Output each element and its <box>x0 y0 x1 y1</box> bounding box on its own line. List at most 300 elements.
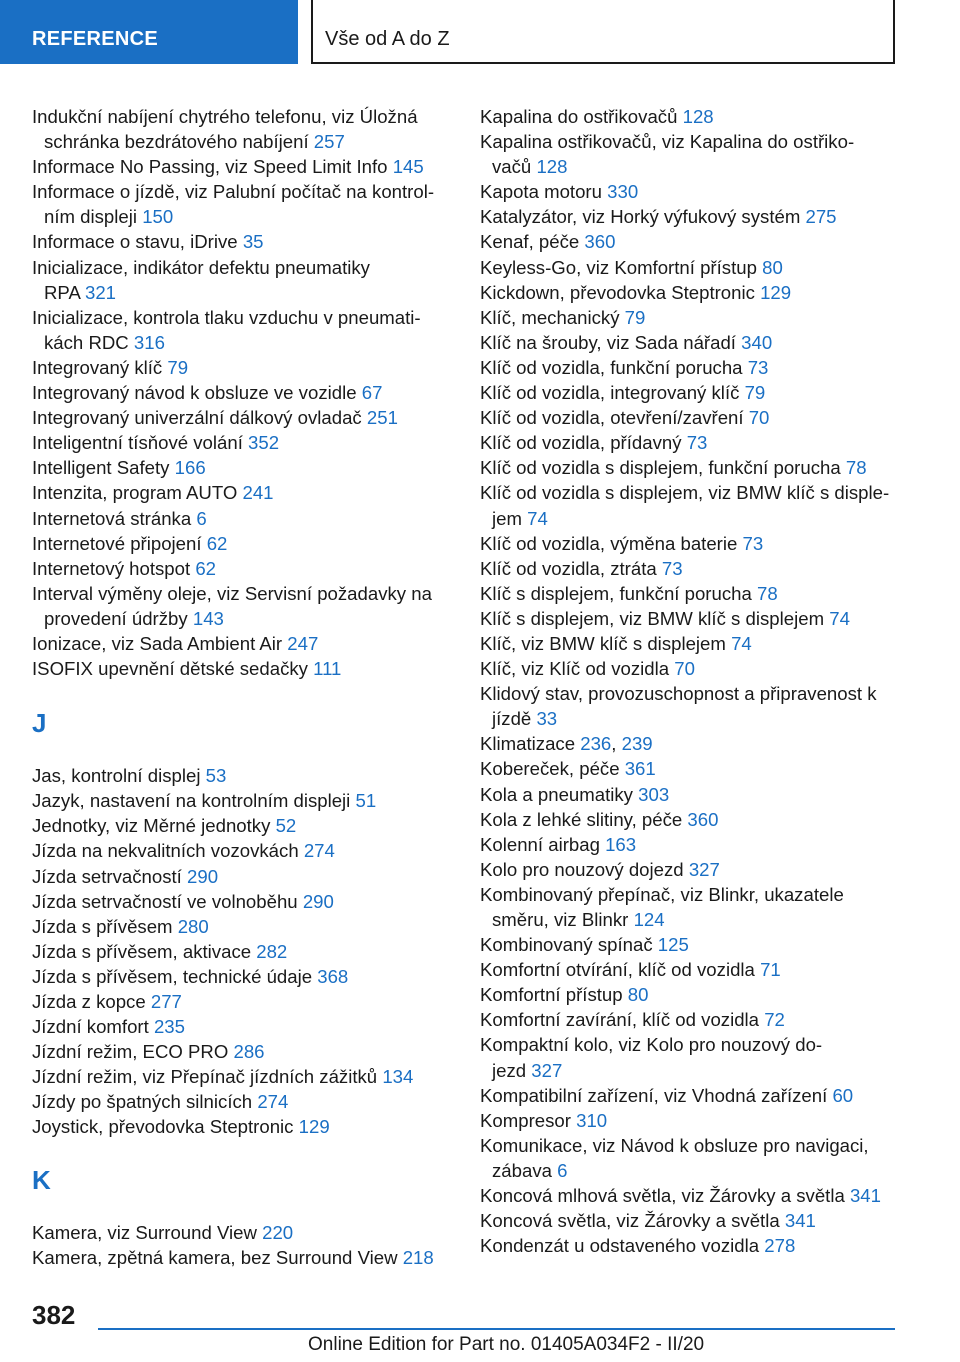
index-entry-term: Klimatizace <box>480 733 576 755</box>
page-reference-link[interactable]: 111 <box>313 658 342 680</box>
index-entry-line <box>32 480 452 505</box>
index-entry-term: Jízdní režim, viz Přepínač jízdních zážitků <box>32 1066 378 1088</box>
index-entry-term: Kondenzát u odstaveného vozidla <box>480 1235 760 1257</box>
page-reference-link[interactable]: 74 <box>731 632 752 654</box>
index-entry-line <box>480 1032 900 1057</box>
index-entry-line <box>480 480 900 505</box>
page-reference-link[interactable]: 360 <box>687 808 719 830</box>
index-entry <box>32 631 452 656</box>
index-entry-term: Klíč od vozidla, integrovaný klíč <box>480 382 740 404</box>
index-entry-term: Klíč od vozidla, ztráta <box>480 557 657 579</box>
index-entry <box>480 1032 900 1082</box>
index-entry <box>480 832 900 857</box>
page-reference-link[interactable]: 257 <box>313 131 345 153</box>
index-entry-continuation <box>32 204 452 229</box>
index-column-right <box>480 104 900 1258</box>
index-entry-line <box>32 1245 452 1270</box>
index-entry-term: Inteligentní tísňové volání <box>32 432 243 454</box>
index-entry-term: Kompatibilní zařízení, viz Vhodná zařízení <box>480 1084 828 1106</box>
index-entry <box>480 932 900 957</box>
page-reference-link[interactable]: 361 <box>624 758 656 780</box>
index-entry <box>32 355 452 380</box>
index-entry <box>480 179 900 204</box>
index-entry <box>480 1007 900 1032</box>
index-entry-line <box>32 229 452 254</box>
index-entry-term: Ionizace, viz Sada Ambient Air <box>32 632 283 654</box>
index-entry-line <box>32 380 452 405</box>
page-reference-link[interactable]: 236 <box>580 733 612 755</box>
index-entry-line <box>480 1208 900 1233</box>
index-entry <box>480 1108 900 1133</box>
index-entry <box>32 813 452 838</box>
index-entry-term: Intelligent Safety <box>32 457 170 479</box>
index-entry-term: Komfortní přístup <box>480 984 623 1006</box>
footer-divider <box>98 1328 895 1330</box>
page-reference-link[interactable]: 129 <box>298 1116 330 1138</box>
page-reference-link[interactable]: 280 <box>177 915 209 937</box>
index-entry <box>480 681 900 731</box>
page-reference-link[interactable]: 220 <box>262 1221 294 1243</box>
index-entry-term-continued: směru, viz Blinkr <box>492 909 629 930</box>
index-entry-line <box>32 355 452 380</box>
index-entry-continuation <box>480 506 900 531</box>
index-entry-term-continued: jezd <box>492 1059 527 1081</box>
index-entry-term: Klíč, mechanický <box>480 306 620 328</box>
page-reference-link[interactable]: 79 <box>624 306 646 328</box>
index-entry-line <box>32 430 452 455</box>
index-entry-line <box>480 556 900 581</box>
index-entry <box>480 1183 900 1208</box>
index-entry-line <box>32 305 452 330</box>
index-entry-line <box>480 531 900 556</box>
index-entry <box>480 380 900 405</box>
index-entry-term: Kombinovaný přepínač, viz Blinkr, ukazatele <box>480 883 844 905</box>
index-entry-term: Kompaktní kolo, viz Kolo pro nouzový do- <box>480 1034 823 1056</box>
page-reference-link[interactable]: 163 <box>605 833 637 855</box>
page-reference-link[interactable]: 274 <box>303 840 335 862</box>
index-entry-line <box>480 932 900 957</box>
page-reference-link[interactable]: 340 <box>741 331 773 353</box>
index-entry-term: Klíč s displejem, funkční porucha <box>480 582 752 604</box>
index-entry-line <box>480 982 900 1007</box>
page-reference-link[interactable]: 70 <box>748 407 770 429</box>
index-entry <box>480 1233 900 1258</box>
index-entry-line <box>32 1220 452 1245</box>
index-entry-term: Internetový hotspot <box>32 557 191 579</box>
index-entry-term: Komfortní otvírání, klíč od vozidla <box>480 959 755 981</box>
index-entry <box>480 255 900 280</box>
page-reference-link[interactable]: 327 <box>688 858 720 880</box>
index-entry-line <box>32 889 452 914</box>
index-entry-term-continued: RPA <box>44 281 80 303</box>
index-entry <box>480 656 900 681</box>
index-entry <box>32 104 452 154</box>
index-entry-line <box>32 788 452 813</box>
index-entry-line <box>480 1233 900 1258</box>
page-reference-link[interactable]: 71 <box>760 959 781 981</box>
page-reference-link[interactable]: 251 <box>366 407 398 429</box>
page-reference-link[interactable]: 278 <box>764 1235 796 1257</box>
index-entry-line <box>32 255 452 280</box>
index-entry-term: Intenzita, program AUTO <box>32 482 238 504</box>
index-entry-line <box>32 1064 452 1089</box>
index-entry-continuation <box>480 1158 900 1183</box>
index-entry <box>480 1083 900 1108</box>
index-entry-line <box>480 606 900 631</box>
index-entry-line <box>32 838 452 863</box>
index-entry-line <box>480 229 900 254</box>
section-tab <box>0 0 298 64</box>
index-entry-term: Internetové připojení <box>32 532 202 554</box>
index-entry-term: Klíč, viz Klíč od vozidla <box>480 658 670 680</box>
index-entry-continuation <box>32 280 452 305</box>
page-reference-link[interactable]: 341 <box>784 1210 816 1232</box>
page-reference-link[interactable]: 143 <box>192 607 224 629</box>
index-entry-line <box>32 864 452 889</box>
index-entry-term: Klíč od vozidla s displejem, funkční porucha <box>480 457 841 479</box>
index-entry-line <box>32 964 452 989</box>
index-entry <box>480 857 900 882</box>
page-reference-link[interactable]: 125 <box>657 934 689 956</box>
index-entry-term: Kickdown, převodovka Steptronic <box>480 281 755 303</box>
page-reference-link[interactable]: 78 <box>845 457 867 479</box>
index-entry-term: Kolenní airbag <box>480 833 600 855</box>
index-entry-line <box>480 1183 900 1208</box>
page-reference-link[interactable]: 316 <box>133 331 165 353</box>
index-entry-term: Koncová mlhová světla, viz Žárovky a světla <box>480 1185 845 1207</box>
index-entry-line <box>32 154 452 179</box>
page-reference-link[interactable]: 290 <box>302 890 334 912</box>
page-reference-link[interactable]: 51 <box>355 790 377 812</box>
page-reference-link[interactable]: 166 <box>174 457 206 479</box>
index-entry-line <box>32 656 452 681</box>
page-reference-link[interactable]: 73 <box>747 356 769 378</box>
index-entry-line <box>32 914 452 939</box>
index-entry-line <box>32 813 452 838</box>
index-entry-continuation <box>480 154 900 179</box>
index-entry-line <box>480 1133 900 1158</box>
index-entry-line <box>32 506 452 531</box>
index-entry <box>480 531 900 556</box>
page-reference-link[interactable]: 128 <box>536 156 568 178</box>
page-reference-link[interactable]: 67 <box>361 382 383 404</box>
index-entry <box>32 1089 452 1114</box>
index-entry-term: Komfortní zavírání, klíč od vozidla <box>480 1009 760 1031</box>
index-entry-term: Inicializace, kontrola tlaku vzduchu v pneumati- <box>32 306 421 328</box>
index-entry <box>480 305 900 330</box>
page-reference-link[interactable]: 52 <box>275 815 297 837</box>
index-entry-line <box>480 756 900 781</box>
index-entry-line <box>480 380 900 405</box>
index-entry-line <box>480 681 900 706</box>
index-entry-term: Informace o jízdě, viz Palubní počítač na kontrol- <box>32 181 435 203</box>
index-entry <box>32 1039 452 1064</box>
index-entry-term: Kamera, zpětná kamera, bez Surround View <box>32 1246 398 1268</box>
page-reference-link[interactable]: 129 <box>760 281 792 303</box>
index-entry-line <box>480 656 900 681</box>
index-entry-term: Keyless-Go, viz Komfortní přístup <box>480 256 757 278</box>
index-entry-term-continued: jem <box>492 507 522 529</box>
index-entry-term: Klíč od vozidla s displejem, viz BMW klíč s disple- <box>480 482 890 504</box>
index-entry-term: Jízdní komfort <box>32 1016 149 1038</box>
index-entry-term: Klíč, viz BMW klíč s displejem <box>480 632 726 654</box>
index-entry <box>480 480 900 530</box>
index-entry-term: Kapota motoru <box>480 181 602 203</box>
index-entry-term: Informace No Passing, viz Speed Limit Info <box>32 156 388 178</box>
index-entry-term: Jízda setrvačností ve volnoběhu <box>32 890 298 912</box>
index-entry <box>32 788 452 813</box>
index-entry <box>480 104 900 129</box>
index-entry-term: Kola z lehké slitiny, péče <box>480 808 683 830</box>
index-entry-term-continued: schránka bezdrátového nabíjení <box>44 131 309 153</box>
index-entry-term: Klíč od vozidla, otevření/zavření <box>480 407 744 429</box>
index-entry <box>480 957 900 982</box>
index-entry <box>32 1014 452 1039</box>
page-reference-link[interactable]: 321 <box>85 281 117 303</box>
index-entry-term: Jednotky, viz Měrné jednotky <box>32 815 271 837</box>
index-entry <box>480 455 900 480</box>
index-entry-term: Katalyzátor, viz Horký výfukový systém <box>480 206 801 228</box>
index-entry-line <box>480 104 900 129</box>
page-reference-link[interactable]: 73 <box>742 532 764 554</box>
index-entry-term: Klíč od vozidla, výměna baterie <box>480 532 738 554</box>
index-entry-continuation <box>32 606 452 631</box>
page-reference-link[interactable]: 274 <box>257 1091 289 1113</box>
index-entry <box>32 964 452 989</box>
page-reference-link[interactable]: 33 <box>536 708 558 730</box>
page-header <box>0 0 960 66</box>
page-reference-link[interactable]: 282 <box>256 940 288 962</box>
index-entry-term: Jízdní režim, ECO PRO <box>32 1041 229 1063</box>
index-entry-line <box>32 939 452 964</box>
page-reference-link[interactable]: 277 <box>150 991 182 1012</box>
page-reference-link[interactable]: 80 <box>762 256 783 278</box>
index-entry <box>32 506 452 531</box>
page-reference-link[interactable]: 53 <box>205 765 227 787</box>
index-entry-continuation <box>32 129 452 154</box>
index-entry-term-continued: vačů <box>492 156 532 178</box>
page-reference-link[interactable]: 72 <box>764 1009 785 1031</box>
index-entry-term: Klíč s displejem, viz BMW klíč s displejem <box>480 607 825 629</box>
page-reference-link[interactable]: 35 <box>242 231 264 253</box>
page-reference-link[interactable]: 70 <box>674 658 695 680</box>
index-entry-term: Inicializace, indikátor defektu pneumatiky <box>32 256 370 278</box>
index-entry-line <box>480 330 900 355</box>
index-entry-line <box>480 305 900 330</box>
page-reference-link[interactable]: 352 <box>248 432 280 454</box>
page-reference-link[interactable]: 73 <box>661 557 683 579</box>
page-reference-link[interactable]: 239 <box>621 733 653 755</box>
page-reference-link[interactable]: 368 <box>317 965 349 987</box>
page-reference-link[interactable]: 330 <box>607 181 639 203</box>
page-reference-link[interactable]: 286 <box>233 1041 265 1063</box>
index-entry-line <box>480 857 900 882</box>
index-entry <box>480 731 900 756</box>
index-entry <box>480 430 900 455</box>
index-entry <box>32 763 452 788</box>
index-entry-term: Jízda z kopce <box>32 991 146 1012</box>
index-entry-continuation <box>32 330 452 355</box>
index-entry-term: Kapalina do ostřikovačů <box>480 106 678 127</box>
index-entry-line <box>480 455 900 480</box>
index-entry-line <box>480 255 900 280</box>
index-entry <box>32 1245 452 1270</box>
index-entry <box>480 982 900 1007</box>
index-entry <box>32 1064 452 1089</box>
index-column-left <box>32 104 452 1270</box>
page-reference-link[interactable]: 310 <box>576 1109 608 1131</box>
page-reference-link[interactable]: 79 <box>167 356 189 378</box>
index-entry <box>32 229 452 254</box>
index-entry-term: Koncová světla, viz Žárovky a světla <box>480 1210 780 1232</box>
index-entry <box>480 204 900 229</box>
index-entry-line <box>32 531 452 556</box>
index-entry-term: Integrovaný klíč <box>32 356 163 378</box>
page-reference-link[interactable]: 341 <box>849 1185 881 1207</box>
index-entry <box>32 405 452 430</box>
index-entry <box>32 914 452 939</box>
page-reference-link[interactable]: 134 <box>382 1066 414 1088</box>
page-reference-link[interactable]: 73 <box>686 432 708 454</box>
index-entry <box>32 838 452 863</box>
index-letter-heading: K <box>32 1164 51 1195</box>
index-entry-term: Kolo pro nouzový dojezd <box>480 858 684 880</box>
index-entry-term: Kombinovaný spínač <box>480 934 653 956</box>
index-entry <box>480 1133 900 1183</box>
index-entry-line <box>480 1007 900 1032</box>
index-entry-term: Kamera, viz Surround View <box>32 1221 257 1243</box>
page-reference-link[interactable]: 60 <box>832 1084 854 1106</box>
index-entry <box>480 807 900 832</box>
index-entry <box>480 882 900 932</box>
index-entry-term-continued: jízdě <box>492 708 532 730</box>
page-reference-link[interactable]: 62 <box>206 532 228 554</box>
index-entry-term: Jízda s přívěsem <box>32 915 173 937</box>
index-entry-line <box>32 1014 452 1039</box>
index-entry <box>480 1208 900 1233</box>
index-entry-line <box>480 807 900 832</box>
index-entry-term: Jas, kontrolní displej <box>32 765 201 787</box>
page-reference-link[interactable]: 290 <box>187 865 219 887</box>
index-entry <box>32 380 452 405</box>
index-entry-line <box>32 179 452 204</box>
index-entry-line: Klimatizace 236, 239 <box>480 733 653 755</box>
index-entry-line <box>32 104 452 129</box>
index-entry-continuation <box>480 1058 900 1083</box>
page-reference-link[interactable]: 6 <box>196 507 207 529</box>
chapter-title-box <box>311 0 895 64</box>
index-entry <box>480 355 900 380</box>
index-entry-term: Jízdy po špatných silnicích <box>32 1091 253 1113</box>
index-entry-continuation <box>480 706 900 731</box>
page-reference-link[interactable]: 62 <box>195 557 217 579</box>
page-reference-link[interactable]: 80 <box>627 984 649 1006</box>
index-entry <box>480 405 900 430</box>
index-entry <box>32 989 452 1014</box>
page-reference-link[interactable]: 247 <box>287 632 319 654</box>
index-entry <box>32 1114 452 1139</box>
index-entry <box>480 606 900 631</box>
index-entry-line <box>480 882 900 907</box>
index-entry-term: Kobereček, péče <box>480 758 620 780</box>
index-entry-line <box>480 179 900 204</box>
index-entry-line <box>480 1083 900 1108</box>
index-entry-term: Klíč na šrouby, viz Sada nářadí <box>480 331 736 353</box>
index-entry-term: Kenaf, péče <box>480 231 580 253</box>
index-entry-line <box>32 989 452 1014</box>
index-entry-term-continued: zábava <box>492 1159 552 1181</box>
index-entry-term: Kapalina ostřikovačů, viz Kapalina do ostřiko- <box>480 131 855 153</box>
index-entry-term-continued: kách RDC <box>44 331 129 353</box>
index-entry <box>480 782 900 807</box>
index-entry <box>32 939 452 964</box>
index-entry-term: Informace o stavu, iDrive <box>32 231 238 253</box>
page-reference-link[interactable]: 128 <box>682 106 714 127</box>
chapter-title: Vše od A do Z <box>325 28 450 50</box>
page-reference-link[interactable]: 6 <box>557 1159 568 1181</box>
index-entry <box>32 864 452 889</box>
page-reference-link[interactable]: 360 <box>584 231 616 253</box>
index-entry <box>480 556 900 581</box>
index-entry-line <box>32 763 452 788</box>
page-reference-link[interactable]: 145 <box>392 156 424 178</box>
index-entry-term: Integrovaný návod k obsluze ve vozidle <box>32 382 357 404</box>
index-entry-term: Kompresor <box>480 1109 571 1131</box>
page-reference-link[interactable]: 327 <box>531 1059 563 1081</box>
index-entry-term: Jízda s přívěsem, technické údaje <box>32 965 313 987</box>
index-entry-line <box>480 355 900 380</box>
page-reference-link[interactable]: 124 <box>633 909 665 930</box>
index-entry <box>480 756 900 781</box>
index-entry-line <box>480 832 900 857</box>
page-reference-link[interactable]: 150 <box>142 206 174 228</box>
page-reference-link[interactable]: 74 <box>829 607 850 629</box>
index-entry <box>32 179 452 229</box>
index-entry <box>32 480 452 505</box>
page-reference-link[interactable]: 78 <box>756 582 778 604</box>
page-reference-link[interactable]: 275 <box>805 206 837 228</box>
index-entry <box>480 330 900 355</box>
page-reference-link[interactable]: 241 <box>242 482 274 504</box>
index-entry <box>32 531 452 556</box>
page-reference-link[interactable]: 79 <box>744 382 766 404</box>
page-reference-link[interactable]: 303 <box>638 783 670 805</box>
index-entry-line <box>480 581 900 606</box>
index-entry-line <box>32 556 452 581</box>
index-entry-term: Integrovaný univerzální dálkový ovladač <box>32 407 362 429</box>
index-entry <box>32 581 452 631</box>
page-reference-link[interactable]: 218 <box>402 1246 434 1268</box>
index-entry-line <box>32 405 452 430</box>
index-entry-term: Jazyk, nastavení na kontrolním displeji <box>32 790 351 812</box>
index-entry-line <box>480 405 900 430</box>
index-entry <box>480 129 900 179</box>
page-reference-link[interactable]: 235 <box>153 1016 185 1038</box>
index-entry-term: Internetová stránka <box>32 507 192 529</box>
page-reference-link[interactable]: 74 <box>527 507 548 529</box>
index-entry <box>32 305 452 355</box>
index-entry-term: Komunikace, viz Návod k obsluze pro navigaci, <box>480 1134 869 1156</box>
index-entry-line <box>32 455 452 480</box>
index-entry-term: Jízda setrvačností <box>32 865 182 887</box>
index-entry <box>480 229 900 254</box>
index-entry-term: Jízda na nekvalitních vozovkách <box>32 840 299 862</box>
index-letter-heading: J <box>32 708 47 739</box>
index-entry-line <box>480 957 900 982</box>
index-entry-term: Interval výměny oleje, viz Servisní požadavky na <box>32 582 432 604</box>
section-label: REFERENCE <box>32 28 159 50</box>
index-entry-line <box>480 280 900 305</box>
